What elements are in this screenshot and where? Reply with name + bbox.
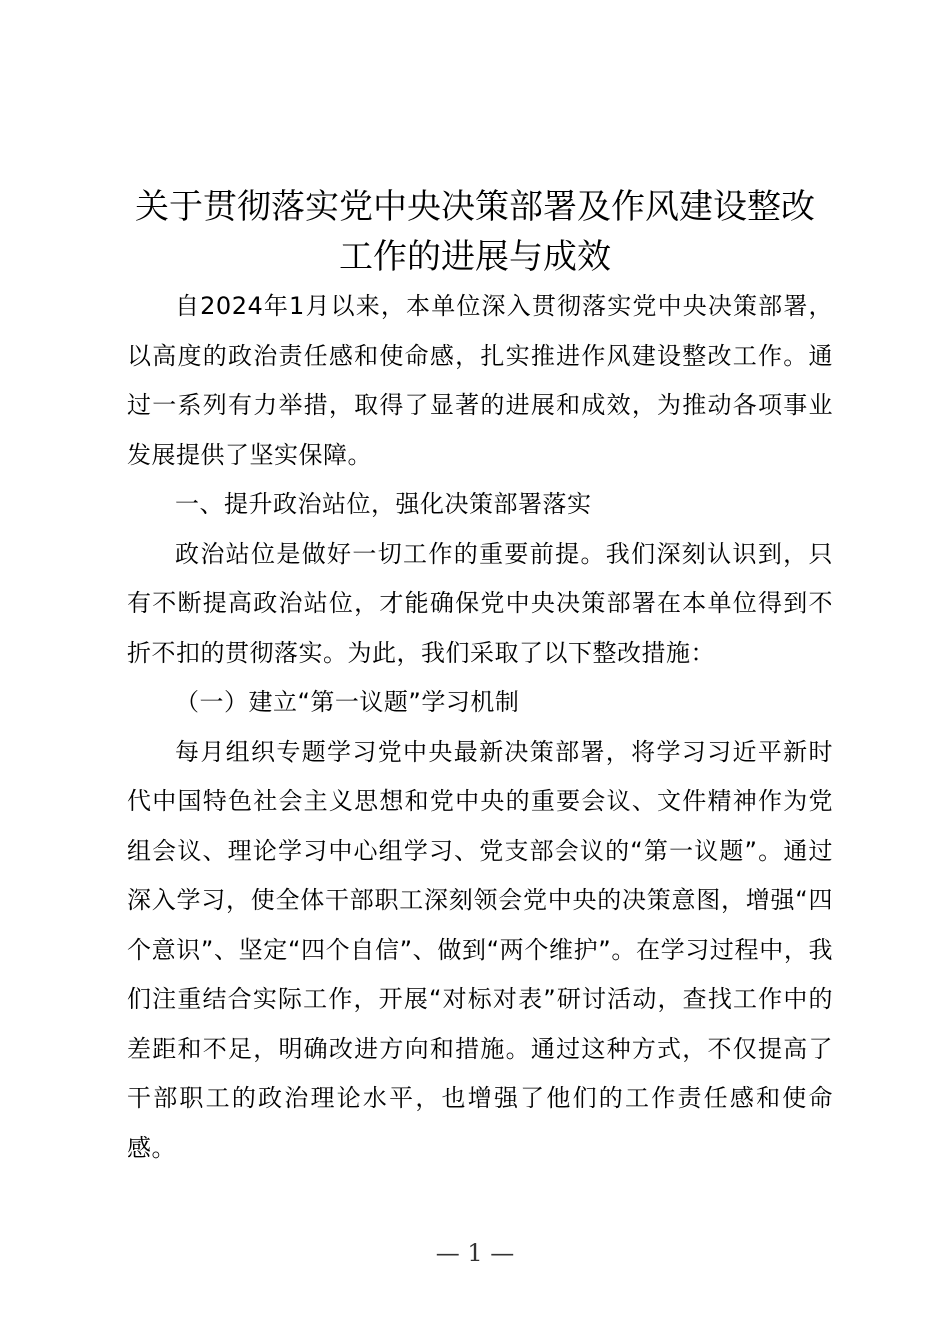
section-heading: 一、提升政治站位，强化决策部署落实 [175, 490, 592, 518]
intro-paragraph: 自2024年1月以来，本单位深入贯彻落实党中央决策部署，以高度的政治责任感和使命感，扎实推进作风建设整改工作。通过一系列有力举措，取得了显著的进展和成效，为推动各项事业发展提供了坚实保障。 [127, 292, 833, 469]
subsection-heading: （一）建立“第一议题”学习机制 [175, 688, 520, 716]
document-title-line-2: 工作的进展与成效 [339, 237, 611, 277]
document-title-line-1: 关于贯彻落实党中央决策部署及作风建设整改 [135, 187, 815, 227]
subsection-paragraph: 每月组织专题学习党中央最新决策部署，将学习习近平新时代中国特色社会主义思想和党中央的重要会议、文件精神作为党组会议、理论学习中心组学习、党支部会议的“第一议题”。通过深入学习，使全体干部职工深刻领会党中央的决策意图，增强“四个意识”、坚定“四个自信”、做到“两个维护”。在学习过程中，我们注重结合实际工作，开展“对标对表”研讨活动，查找工作中的差距和不足，明确改进方向和措施。通过这种方式，不仅提高了干部职工的政治理论水平，也增强了他们的工作责任感和使命感。 [127, 737, 833, 1162]
section-paragraph: 政治站位是做好一切工作的重要前提。我们深刻认识到，只有不断提高政治站位，才能确保党中央决策部署在本单位得到不折不扣的贯彻落实。为此，我们采取了以下整改措施： [127, 539, 833, 667]
page-number: — 1 — [435, 1239, 515, 1267]
document-body [127, 282, 833, 1173]
